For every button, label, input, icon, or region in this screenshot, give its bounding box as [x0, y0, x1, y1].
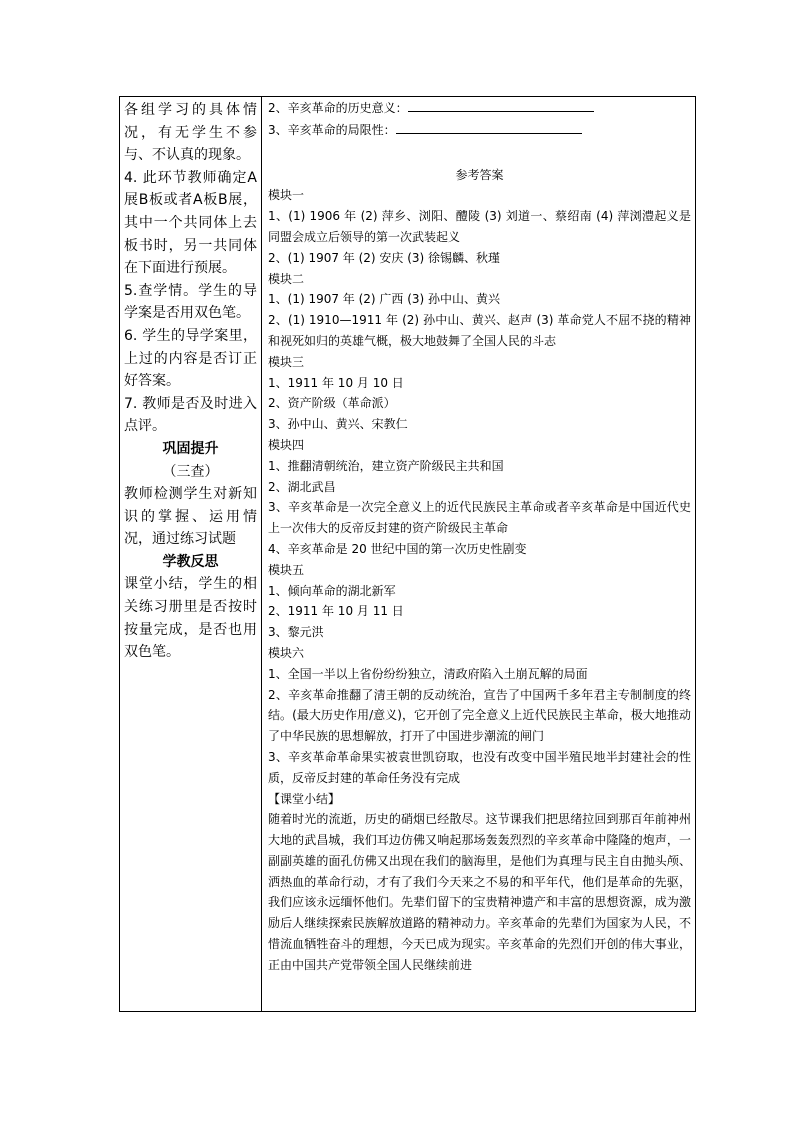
section-heading-reflection: 学教反思 — [162, 553, 219, 570]
module-2-heading: 模块二 — [268, 271, 305, 286]
module-1-heading: 模块一 — [268, 188, 305, 203]
lesson-table — [119, 96, 696, 1012]
module-6-answer-2: 2、辛亥革命推翻了清王朝的反动统治，宣告了中国两千多年君主专制制度的终结。(最大历史作用/意义)，它开创了完全意义上近代民族民主革命，极大地推动了中华民族的思想解放，打开了中国进步潮流的闸门 — [268, 687, 691, 744]
section-heading-consolidate: 巩固提升 — [162, 440, 219, 457]
right-column — [262, 97, 695, 1011]
left-text-5: 7. 教师是否及时进入点评。 — [124, 395, 257, 435]
module-5-heading: 模块五 — [268, 562, 305, 577]
left-text-1: 各组学习的具体情况，有无学生不参与、不认真的现象。 — [124, 102, 257, 164]
question-2 — [268, 97, 691, 119]
left-column — [120, 97, 262, 1011]
left-text-4: 6. 学生的导学案里，上过的内容是否订正好答案。 — [124, 327, 257, 390]
module-3-answer-2: 2、资产阶级（革命派） — [268, 396, 396, 411]
section-subheading-consolidate: （三查） — [162, 463, 219, 480]
left-text-6: 教师检测学生对新知识的掌握、运用情况，通过练习试题 — [124, 486, 257, 548]
question-3 — [268, 119, 691, 141]
module-4-answer-2: 2、湖北武昌 — [268, 479, 336, 494]
module-3-heading: 模块三 — [268, 354, 305, 369]
module-1-answer-2: 2、(1) 1907 年 (2) 安庆 (3) 徐锡麟、秋瑾 — [268, 250, 501, 265]
summary-title: 【课堂小结】 — [268, 791, 341, 806]
module-4-answer-1: 1、推翻清朝统治，建立资产阶级民主共和国 — [268, 458, 504, 473]
spacer — [268, 141, 691, 165]
question-3-label: 3、辛亥革命的局限性： — [268, 122, 396, 137]
module-1-answer-1: 1、(1) 1906 年 (2) 萍乡、浏阳、醴陵 (3) 刘道一、蔡绍南 (4) 萍浏澧起义是同盟会成立后领导的第一次武装起义 — [268, 209, 691, 244]
module-4-heading: 模块四 — [268, 437, 305, 452]
module-4-answer-3: 3、辛亥革命是一次完全意义上的近代民族民主革命或者辛亥革命是中国近代史上一次伟大的反帝反封建的资产阶级民主革命 — [268, 500, 691, 536]
module-3-answer-3: 3、孙中山、黄兴、宋教仁 — [268, 417, 408, 432]
module-4-answer-4: 4、辛亥革命是 20 世纪中国的第一次历史性剧变 — [268, 541, 527, 556]
left-text-3: 5.查学情。学生的导学案是否用双色笔。 — [124, 282, 257, 322]
left-text-2: 4. 此环节教师确定A展B板或者A板B展，其中一个共同体上去板书时，另一共同体在下面进行预展。 — [124, 169, 257, 277]
module-2-answer-1: 1、(1) 1907 年 (2) 广西 (3) 孙中山、黄兴 — [268, 292, 501, 307]
module-5-answer-3: 3、黎元洪 — [268, 625, 324, 640]
module-3-answer-1: 1、1911 年 10 月 10 日 — [268, 375, 404, 390]
module-5-answer-2: 2、1911 年 10 月 11 日 — [268, 604, 404, 619]
question-2-label: 2、辛亥革命的历史意义： — [268, 101, 408, 115]
module-6-answer-1: 1、全国一半以上省份纷纷独立，清政府陷入土崩瓦解的局面 — [268, 666, 588, 681]
summary-text: 随着时光的流逝，历史的硝烟已经散尽。这节课我们把思绪拉回到那百年前神州大地的武昌城，我们耳边仿佛又响起那场轰轰烈烈的辛亥革命中隆隆的炮声，一副副英雄的面孔仿佛又出现在我们的脑海里，是他们为真理与民主自由抛头颅、洒热血的革命行动，才有了我们今天来之不易的和平年代，他们是革命的先驱，我们应该永远缅怀他们。先辈们留下的宝贵精神遗产和丰富的思想资源，成为激励后人继续探索民族解放道路的精神动力。辛亥革命的先辈们为国家为人民，不惜流血牺牲奋斗的理想，今天已成为现实。辛亥革命的先烈们开创的伟大事业，正由中国共产党带领全国人民继续前进 — [268, 812, 691, 972]
answer-blank-3 — [396, 119, 582, 134]
module-6-answer-3: 3、辛亥革命革命果实被袁世凯窃取，也没有改变中国半殖民地半封建社会的性质，反帝反封建的革命任务没有完成 — [268, 749, 691, 785]
module-6-heading: 模块六 — [268, 645, 305, 660]
module-2-answer-2: 2、(1) 1910—1911 年 (2) 孙中山、黄兴、赵声 (3) 革命党人不屈不挠的精神和视死如归的英雄气概，极大地鼓舞了全国人民的斗志 — [268, 313, 691, 348]
answers-title: 参考答案 — [455, 167, 504, 182]
answer-blank-2 — [408, 97, 594, 112]
module-5-answer-1: 1、倾向革命的湖北新军 — [268, 583, 396, 598]
left-text-7: 课堂小结，学生的相关练习册里是否按时按量完成，是否也用双色笔。 — [124, 576, 257, 661]
